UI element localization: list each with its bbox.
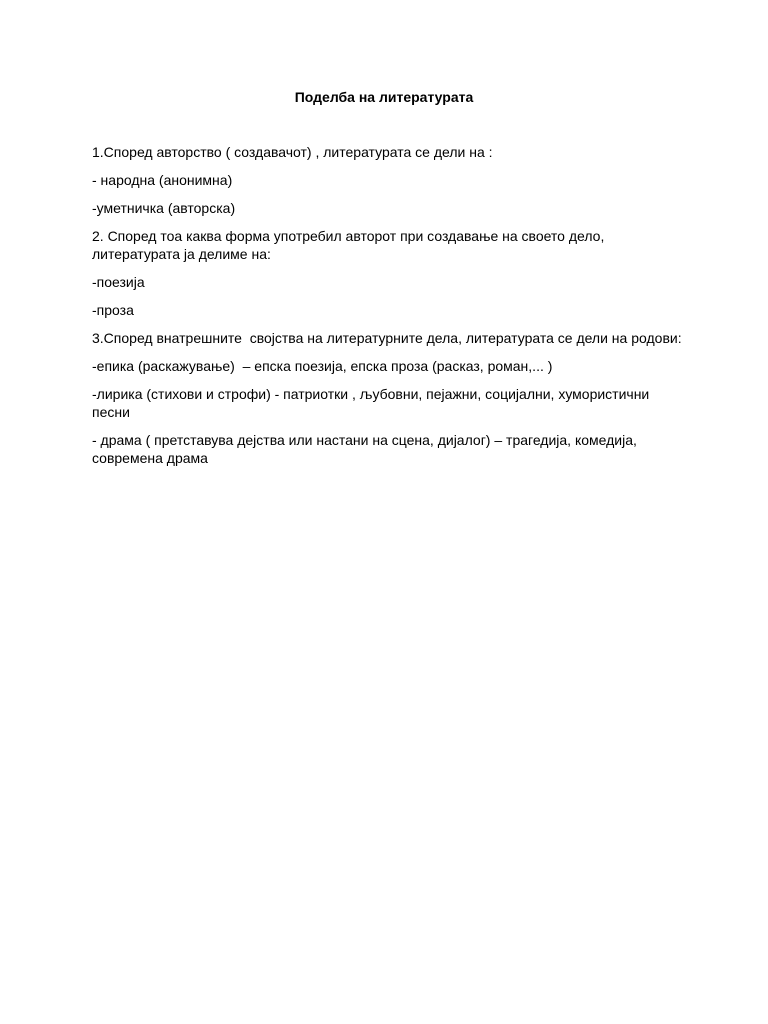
document-body [92,143,682,477]
paragraph-by-form: 2. Според тоа каква форма употребил авторот при создавање на своето дело, литературата ја делиме на: [92,228,609,262]
list-item-lyric: -лирика (стихови и строфи) - патриотки , љубовни, пејажни, социјални, хумористични песни [92,386,654,420]
list-item-epic: -епика (раскажување) – епска поезија, епска проза (расказ, роман,... ) [92,358,553,374]
list-item-prose: -проза [92,302,134,318]
list-item-drama: - драма ( претставува дејства или настани на сцена, дијалог) – трагедија, комедија, современа драма [92,432,641,466]
list-item-artistic: -уметничка (авторска) [92,200,236,216]
paragraph-by-properties: 3.Според внатрешните својства на литературните дела, литературата се дели на родови: [92,330,682,346]
document-title: Поделба на литературата [294,89,474,105]
list-item-folk: - народна (анонимна) [92,172,233,188]
paragraph-by-authorship: 1.Според авторство ( создавачот) , литературата се дели на : [92,144,493,160]
list-item-poetry: -поезија [92,274,145,290]
